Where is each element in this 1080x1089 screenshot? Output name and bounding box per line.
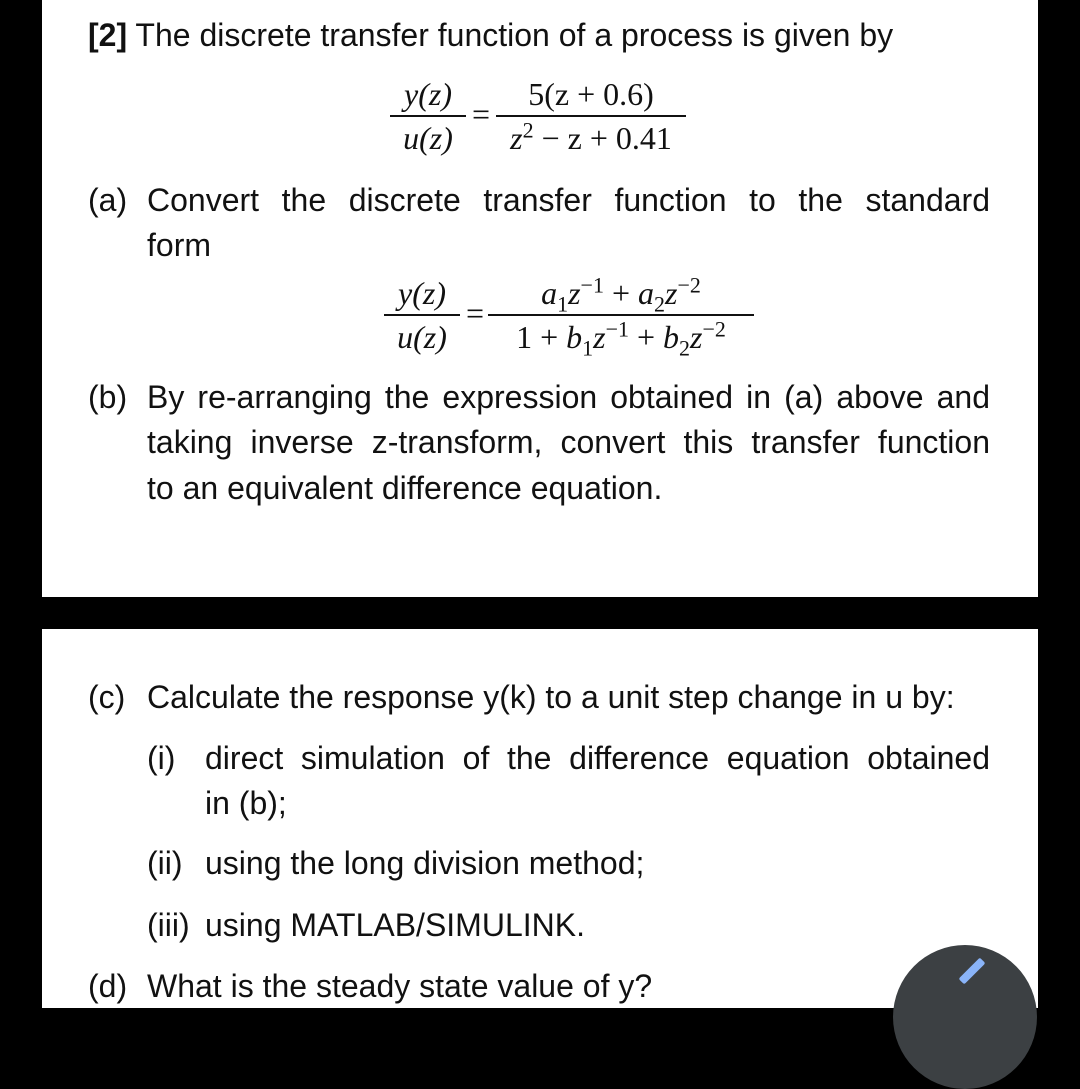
eq2-rhs-fraction [488,272,754,361]
question-card-bottom [42,629,1038,1008]
eq1-rhs-denominator: $z^2 - z + 0.41$ [510,117,672,156]
eq2-lhs-bar [384,314,460,316]
part-a-line2: form [147,227,211,263]
question-intro: The discrete transfer function of a process is given by [135,17,894,53]
eq1-equals-sign: = [472,96,491,132]
part-c-label: (c) [88,679,126,715]
question-number: [2] [88,17,128,53]
eq1-lhs-numerator: y(z) [404,76,452,112]
eq2-lhs-numerator: y(z) [398,275,446,311]
part-c-i-line2: in (b); [205,785,287,821]
eq2-rhs-numerator: $a_1z^{-1} + a_2z^{-2}$ [541,272,701,317]
eq1-rhs-numerator: 5(z + 0.6) [528,76,654,112]
eq2-lhs-denominator: u(z) [397,319,447,355]
edit-fab-button[interactable] [893,945,1037,1089]
edit-pencil-icon [959,958,986,985]
part-c-iii-label: (iii) [147,907,190,943]
part-d-text: What is the steady state value of y? [147,968,653,1004]
part-b-line3: to an equivalent difference equation. [147,470,663,506]
part-c-i-label: (i) [147,740,176,776]
part-c-i-line1: direct simulation of the difference equation obtained [205,740,990,776]
part-b-line2: taking inverse z-transform, convert this transfer function [147,424,990,460]
part-c-text: Calculate the response y(k) to a unit step change in u by: [147,679,955,715]
part-c-ii-text: using the long division method; [205,845,645,881]
eq2-rhs-denominator: $1 + b_1z^{-1} + b_2z^{-2}$ [516,316,726,361]
eq1-rhs-fraction [496,76,686,156]
eq1-lhs-denominator: u(z) [403,120,453,156]
part-b-label: (b) [88,379,128,415]
part-b-line1: By re-arranging the expression obtained in (a) above and [147,379,990,415]
eq1-lhs-bar [390,115,466,117]
question-card-top [42,0,1038,597]
eq2-equals-sign: = [466,295,485,331]
eq2-lhs-fraction [384,275,460,355]
eq1-lhs-fraction [390,76,466,156]
question-intro-line [88,13,893,58]
part-c-iii-text: using MATLAB/SIMULINK. [205,907,585,943]
part-c-ii-label: (ii) [147,845,183,881]
part-d-label: (d) [88,968,128,1004]
part-a-line1: Convert the discrete transfer function to the standard [147,182,990,218]
part-a-label: (a) [88,182,128,218]
